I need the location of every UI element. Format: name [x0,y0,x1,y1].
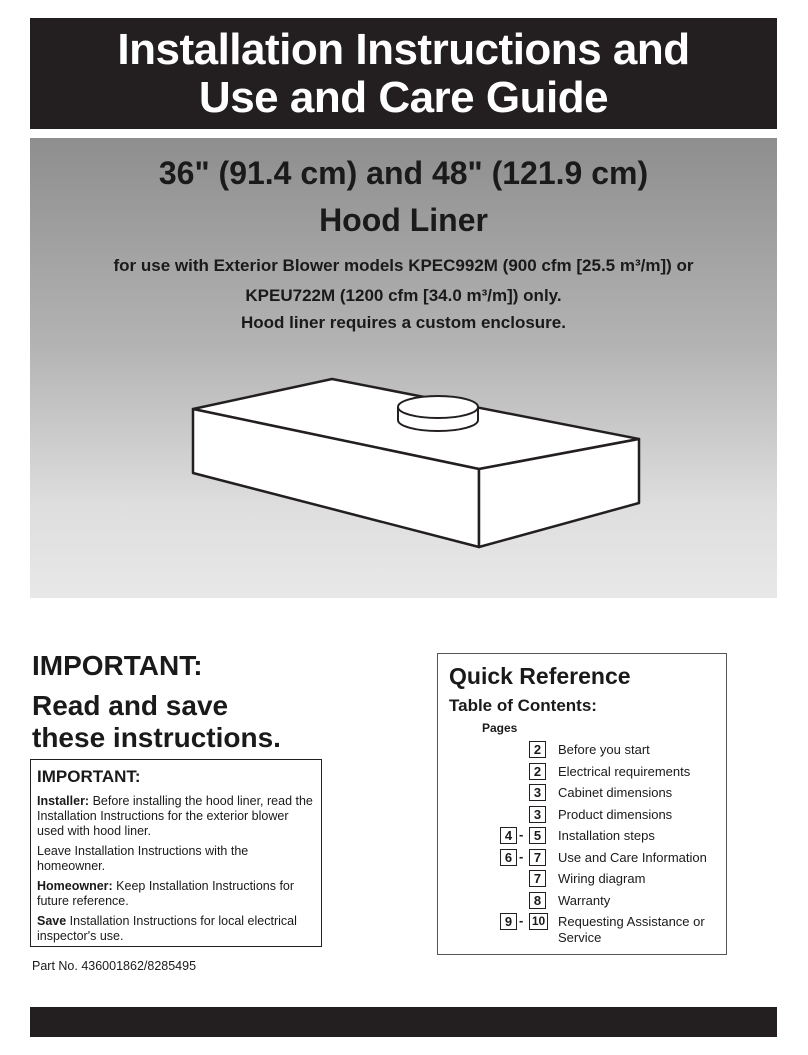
hero-panel [30,138,777,598]
toc-page-end: 2 [529,763,546,780]
save-label: Save [37,914,67,928]
compatible-models [70,251,737,311]
toc-title: Table of Contents: [449,696,597,715]
important-subheading-line-2: these instructions. [32,722,281,753]
toc-item[interactable] [438,741,726,761]
enclosure-note: Hood liner requires a custom enclosure. [241,313,566,332]
toc-page-start: 9 [500,913,517,930]
toc-item[interactable] [438,784,726,804]
toc-item[interactable] [438,849,726,869]
quick-reference-title: Quick Reference [449,663,631,689]
models-line-1: for use with Exterior Blower models KPEC992M (900 cfm [25.5 m³/m]) or [113,256,694,275]
toc-item-label: Electrical requirements [558,763,691,779]
footer-band [30,1007,777,1037]
homeowner-text: Keep Installation Instructions for future reference. [37,879,295,908]
installer-label: Installer: [37,794,90,808]
toc-page-end: 7 [529,849,546,866]
toc-page-end: 7 [529,870,546,887]
save-note [37,914,315,944]
toc-page-end: 10 [529,913,548,930]
toc-page-end: 3 [529,806,546,823]
homeowner-label: Homeowner: [37,879,113,893]
document-title-line-2: Use and Care Guide [198,73,609,122]
installer-text: Before installing the hood liner, read the Installation Instructions for the exterior blower used with hood liner. [37,794,313,838]
product-size: 36" (91.4 cm) and 48" (121.9 cm) [158,155,649,191]
models-line-2: KPEU722M (1200 cfm [34.0 m³/m]) only. [245,286,562,305]
leave-note: Leave Installation Instructions with the homeowner. [37,844,249,873]
toc-page-start: 4 [500,827,517,844]
save-text: Installation Instructions for local electrical inspector's use. [37,914,297,943]
toc-page-end: 3 [529,784,546,801]
toc-page-dash: - [519,827,524,842]
document-title-line-1: Installation Instructions and [117,25,690,74]
toc-item-label: Use and Care Information [558,849,707,865]
toc-item-label: Before you start [558,742,650,757]
toc-item[interactable] [438,806,726,826]
toc-item-label: Product dimensions [558,806,673,822]
toc-page-dash: - [519,913,524,928]
important-subheading [32,690,362,754]
toc-item[interactable] [438,892,726,912]
toc-item-label: Requesting Assistance or Service [558,914,705,945]
toc-item[interactable] [438,913,726,949]
pages-label: Pages [482,721,518,735]
title-band [30,18,777,129]
toc-item-label: Installation steps [558,828,655,843]
duct-collar-top [398,396,478,418]
toc-item[interactable] [438,827,726,847]
important-heading: IMPORTANT: [32,650,203,681]
homeowner-note [37,879,315,909]
important-subheading-line-1: Read and save [32,690,229,721]
part-number: Part No. 436001862/8285495 [32,959,197,973]
toc-page-dash: - [519,848,524,864]
product-name: Hood Liner [319,202,488,238]
toc-page-end: 8 [529,892,546,909]
toc-item-label: Cabinet dimensions [558,785,673,800]
toc-page-end: 5 [529,827,546,844]
toc-page-end: 2 [529,741,546,758]
toc-item-label: Wiring diagram [558,871,646,886]
toc-item[interactable] [438,763,726,783]
installer-note [37,794,315,839]
toc-item[interactable] [438,870,726,890]
quick-reference-box [437,653,727,955]
important-notice-box [30,759,322,947]
toc-item-label: Warranty [558,892,611,908]
hood-liner-illustration [190,376,642,688]
toc-page-start: 6 [500,849,517,866]
notice-box-title: IMPORTANT: [37,767,141,786]
